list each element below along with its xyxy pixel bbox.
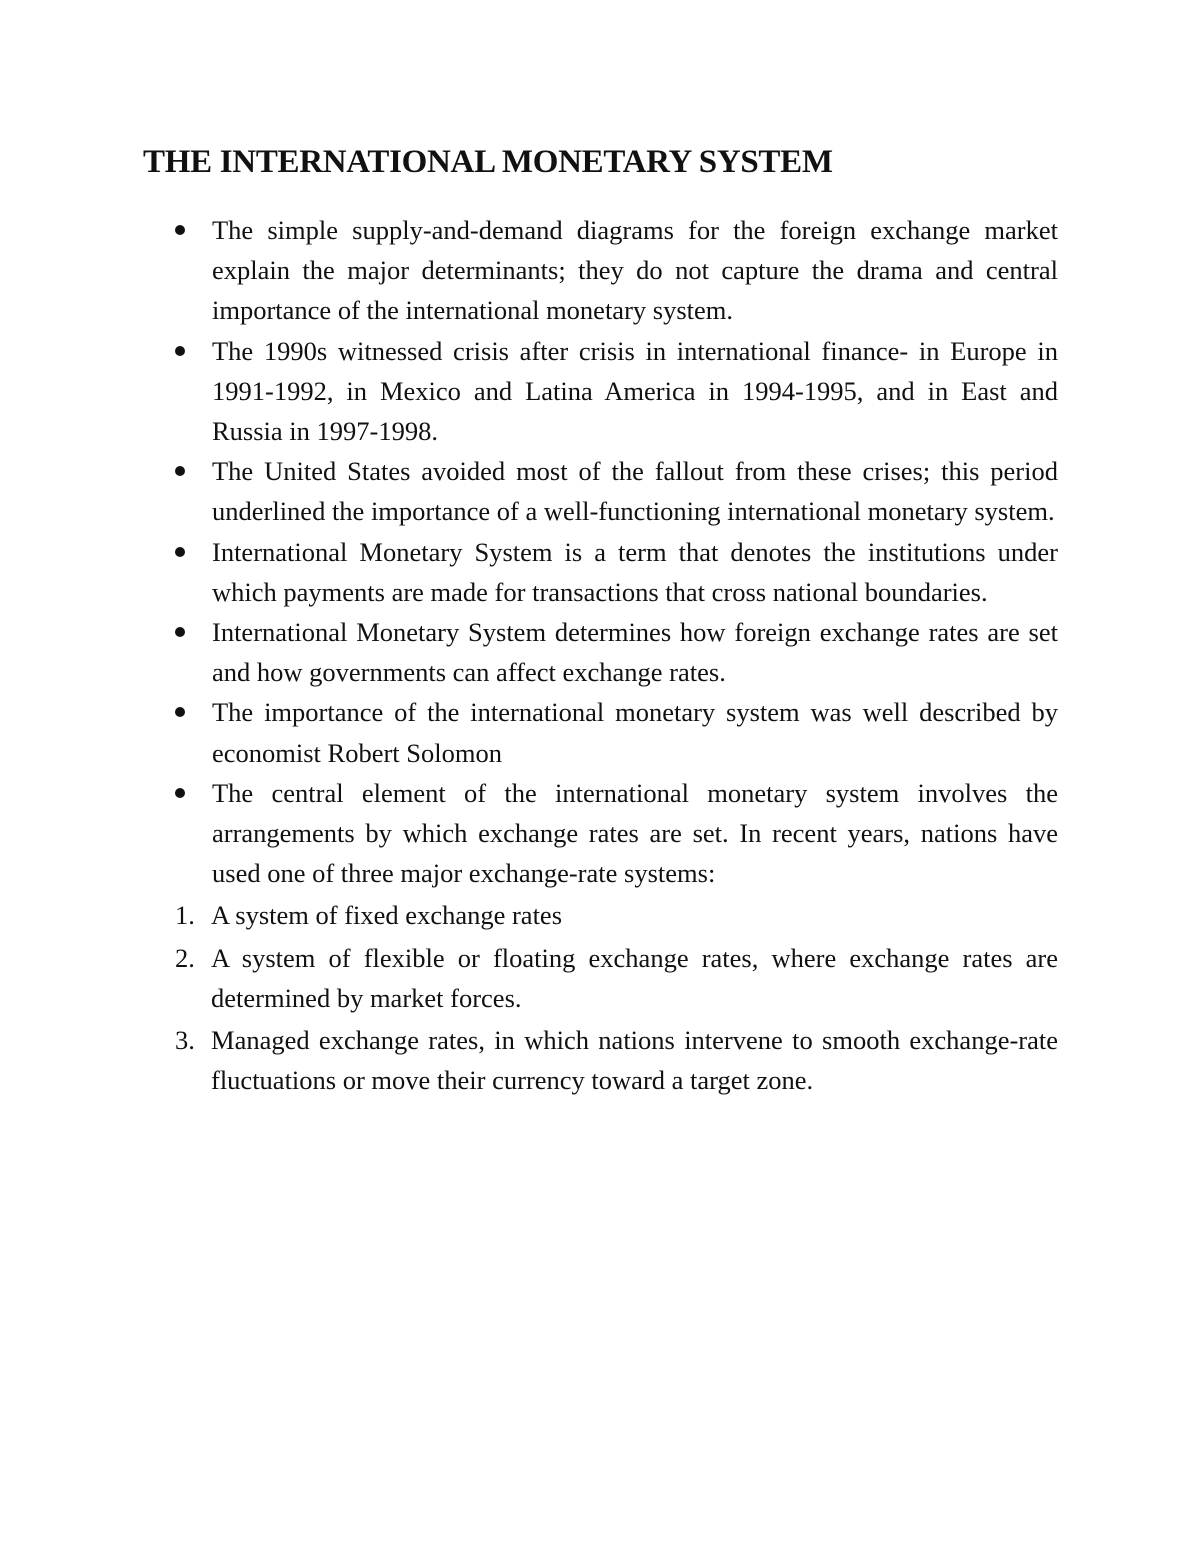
numbered-item-text: A system of flexible or floating exchange rates, where exchange rates are determined by market forces. <box>211 942 1058 1013</box>
bullet-list <box>170 210 1058 1100</box>
numbered-list <box>175 895 1058 1100</box>
bullet-icon <box>175 788 185 798</box>
page-title: THE INTERNATIONAL MONETARY SYSTEM <box>143 144 833 180</box>
numbered-item <box>175 938 1058 1018</box>
bullet-icon <box>175 225 185 235</box>
list-item <box>170 773 1058 1101</box>
list-item <box>170 692 1058 772</box>
number-marker: 1. <box>175 900 195 931</box>
bullet-text: International Monetary System determines how foreign exchange rates are set and how governments can affect exchange rates. <box>212 617 1058 688</box>
list-item <box>170 451 1058 531</box>
bullet-text: The simple supply-and-demand diagrams for the foreign exchange market explain the major determinants; they do not capture the drama and central importance of the international monetary system. <box>212 215 1058 326</box>
number-marker: 2. <box>175 942 195 973</box>
numbered-item <box>175 1020 1058 1100</box>
list-item <box>170 612 1058 692</box>
bullet-text: The United States avoided most of the fallout from these crises; this period underlined the importance of a well-functioning international monetary system. <box>212 456 1058 527</box>
list-item <box>170 532 1058 612</box>
numbered-item-text: Managed exchange rates, in which nations intervene to smooth exchange-rate fluctuations or move their currency toward a target zone. <box>211 1025 1058 1096</box>
bullet-text: The central element of the international monetary system involves the arrangements by which exchange rates are set. In recent years, nations have used one of three major exchange-rate systems: <box>212 777 1058 889</box>
numbered-item-text: A system of fixed exchange rates <box>211 900 563 931</box>
numbered-item <box>175 895 1058 935</box>
bullet-text: The importance of the international monetary system was well described by economist Robert Solomon <box>212 697 1058 768</box>
bullet-text: International Monetary System is a term that denotes the institutions under which payments are made for transactions that cross national boundaries. <box>212 536 1058 607</box>
bullet-text: The 1990s witnessed crisis after crisis in international finance- in Europe in 1991-1992, in Mexico and Latina America in 1994-1995, and in East and Russia in 1997-1998. <box>212 335 1058 447</box>
bullet-icon <box>175 627 185 637</box>
number-marker: 3. <box>175 1025 195 1056</box>
list-item <box>170 331 1058 452</box>
bullet-icon <box>175 346 185 356</box>
bullet-icon <box>175 466 185 476</box>
bullet-icon <box>175 707 185 717</box>
list-item <box>170 210 1058 331</box>
bullet-icon <box>175 547 185 557</box>
